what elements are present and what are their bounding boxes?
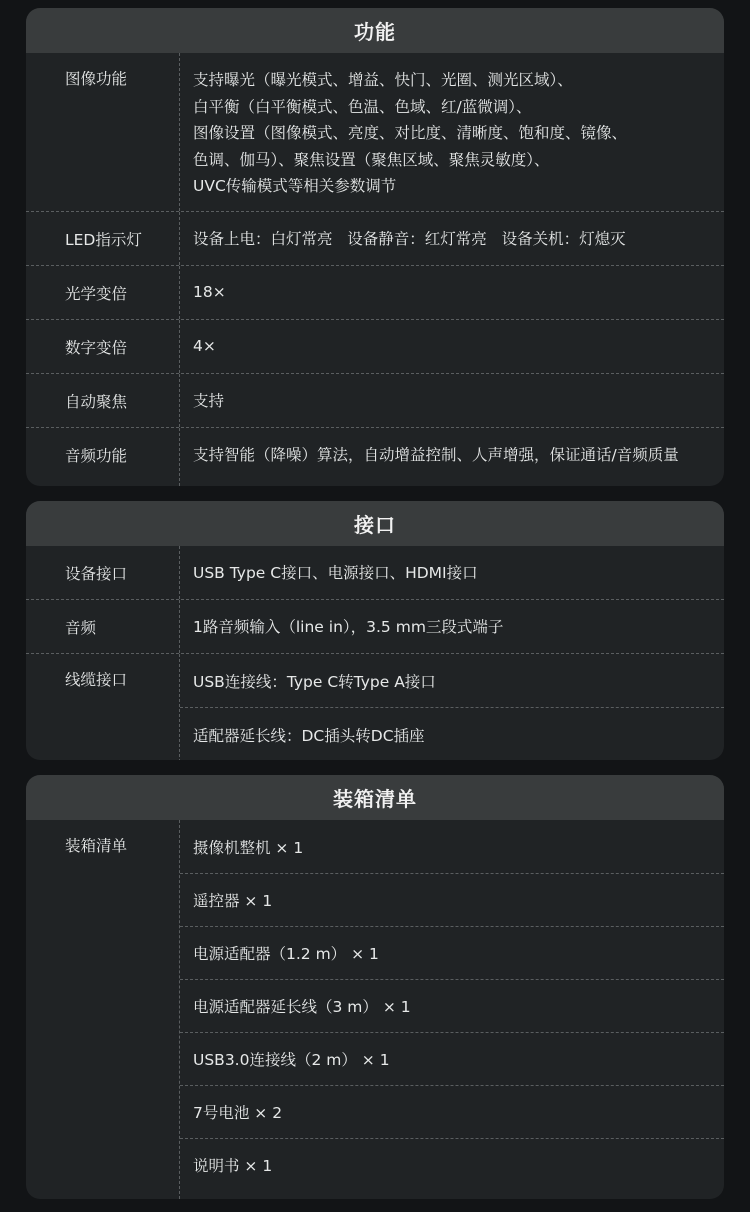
list-item: 遥控器 × 1 (180, 873, 724, 926)
spec-value: 适配器延长线：DC插头转DC插座 (180, 707, 724, 760)
list-item: 说明书 × 1 (180, 1138, 724, 1191)
spec-row-digital-zoom (26, 320, 724, 374)
interfaces-section (26, 501, 724, 760)
functions-section-title: 功能 (26, 8, 724, 53)
spec-value: 支持 (193, 392, 225, 410)
spec-row-packing-list (26, 820, 724, 1199)
spec-row-audio-function (26, 428, 724, 486)
spec-label: 光学变倍 (26, 266, 180, 319)
spec-value: 18× (193, 283, 226, 301)
spec-label: LED指示灯 (26, 212, 180, 265)
interfaces-section-title: 接口 (26, 501, 724, 546)
spec-value-line: UVC传输模式等相关参数调节 (193, 177, 397, 195)
spec-row-audio (26, 600, 724, 654)
packing-list-section (26, 775, 724, 1199)
spec-row-device-interface (26, 546, 724, 600)
list-item: USB3.0连接线（2 m） × 1 (180, 1032, 724, 1085)
spec-value-line: 图像设置（图像模式、亮度、对比度、清晰度、饱和度、镜像、 (193, 124, 628, 142)
spec-value-multiline (180, 53, 724, 200)
list-item: 电源适配器延长线（3 m） × 1 (180, 979, 724, 1032)
spec-value-line: 支持曝光（曝光模式、增益、快门、光圈、测光区域）、 (193, 71, 573, 89)
spec-value: 1路音频输入（line in），3.5 mm三段式端子 (193, 618, 504, 636)
spec-value: 支持智能（降噪）算法，自动增益控制、人声增强，保证通话/音频质量 (193, 446, 679, 464)
spec-label: 装箱清单 (26, 820, 180, 1199)
list-item: 摄像机整机 × 1 (193, 838, 304, 857)
spec-label: 自动聚焦 (26, 374, 180, 427)
spec-label: 图像功能 (26, 53, 180, 211)
spec-row-optical-zoom (26, 266, 724, 320)
spec-label: 线缆接口 (26, 654, 180, 760)
spec-label: 音频功能 (26, 428, 180, 486)
functions-section (26, 8, 724, 486)
spec-value: USB连接线：Type C转Type A接口 (193, 672, 436, 691)
spec-value: 设备上电：白灯常亮 设备静音：红灯常亮 设备关机：灯熄灭 (193, 230, 626, 248)
spec-value-line: 白平衡（白平衡模式、色温、色域、红/蓝微调）、 (193, 97, 532, 116)
spec-row-led (26, 212, 724, 266)
spec-label: 数字变倍 (26, 320, 180, 373)
spec-value: 4× (193, 337, 216, 355)
spec-label: 设备接口 (26, 546, 180, 599)
spec-row-cable-interface (26, 654, 724, 760)
spec-label: 音频 (26, 600, 180, 653)
spec-value-line: 色调、伽马）、聚焦设置（聚焦区域、聚焦灵敏度）、 (193, 150, 550, 169)
spec-row-image-function (26, 53, 724, 212)
spec-value: USB Type C接口、电源接口、HDMI接口 (193, 564, 478, 582)
spec-row-autofocus (26, 374, 724, 428)
packing-list-section-title: 装箱清单 (26, 775, 724, 820)
list-item: 7号电池 × 2 (180, 1085, 724, 1138)
list-item: 电源适配器（1.2 m） × 1 (180, 926, 724, 979)
